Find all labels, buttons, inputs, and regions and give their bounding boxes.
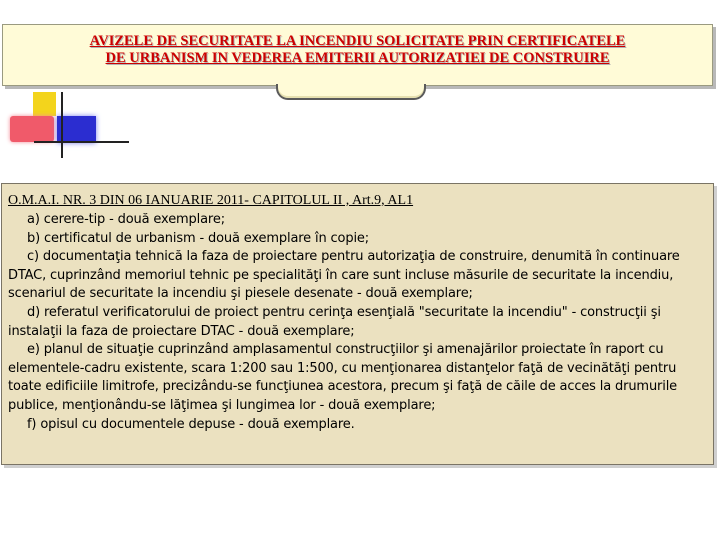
law-reference-heading: O.M.A.I. NR. 3 DIN 06 IANUARIE 2011- CAPITOLUL II , Art.9, AL1	[8, 193, 414, 208]
content-box	[1, 183, 714, 465]
decorative-red-square	[10, 116, 54, 142]
list-item-b: b) certificatul de urbanism - două exemplare în copie;	[27, 230, 369, 246]
decorative-yellow-square	[33, 92, 56, 116]
list-item-d: d) referatul verificatorului de proiect pentru cerinţa esenţială "securitate la incendiu" - construcţii şi instalaţii la faza de proiectare DTAC - două exemplare;	[8, 304, 661, 339]
list-item-a: a) cerere-tip - două exemplare;	[27, 212, 225, 227]
list-item-f: f) opisul cu documentele depuse - două exemplare.	[27, 416, 355, 432]
title-line-1: AVIZELE DE SECURITATE LA INCENDIU SOLICITATE PRIN CERTIFICATELE	[89, 33, 626, 49]
title-tab-decoration	[276, 84, 426, 100]
title-box	[2, 24, 713, 86]
decorative-vertical-line	[61, 92, 63, 158]
decorative-horizontal-line	[34, 141, 129, 143]
title-line-2: DE URBANISM IN VEDEREA EMITERII AUTORIZATIEI DE CONSTRUIRE	[105, 50, 610, 66]
list-item-e: e) planul de situaţie cuprinzând amplasamentul construcţiilor şi amenajărilor proiectate în raport cu elementele-cadru existente, scara 1:200 sau 1:500, cu menţionarea distanţelor faţă de vecinătăţi pentru toate edificiile limitrofe, precizându-se funcţiunea acestora, precum şi faţă de căile de acces la drumurile publice, menţionându-se lăţimea şi lungimea lor - două exemplare;	[8, 342, 677, 413]
list-item-c: c) documentaţia tehnică la faza de proiectare pentru autorizaţia de construire, denumită în continuare DTAC, cuprinzând memoriul tehnic pe specialităţi în care sunt incluse măsurile de securitate la incendiu, scenariul de securitate la incendiu şi piesele desenate - două exemplare;	[8, 249, 680, 302]
